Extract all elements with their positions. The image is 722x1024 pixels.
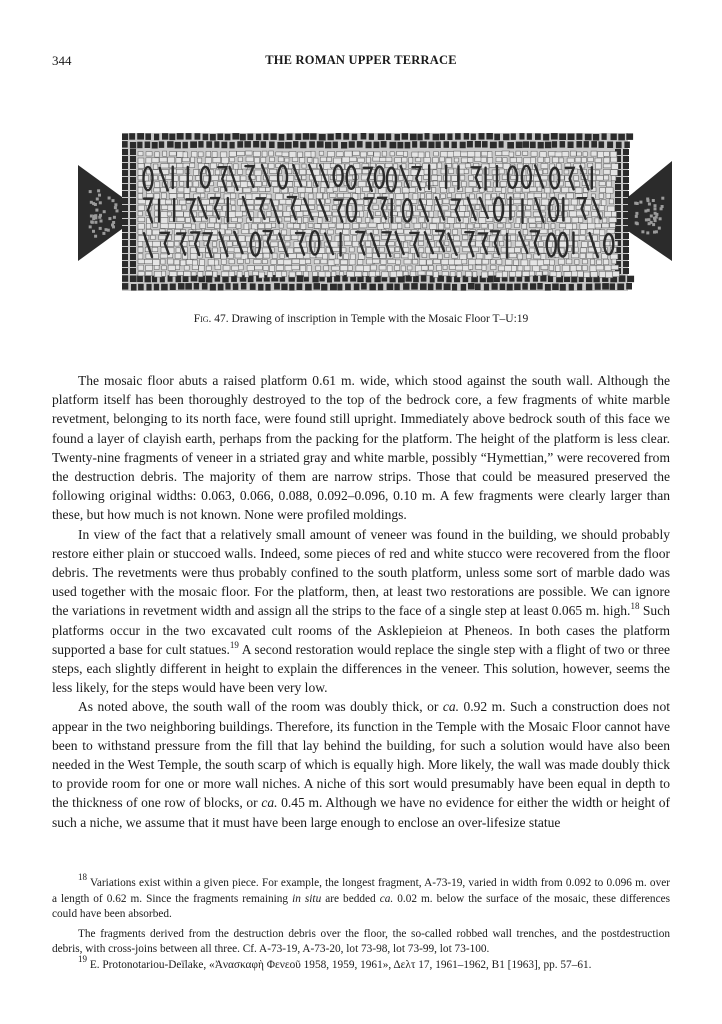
figure-label: Fig. 47. [193, 313, 229, 325]
page-number: 344 [52, 53, 72, 68]
footnote-19: $^{19}$ E. Protonotariou-Deïlake, «Ἀνασκαφὴ Φενεοῦ 1958, 1959, 1961», Δελτ 17, 1961–1962, B1 [1963], pp. 57–61. [78, 953, 592, 971]
footnote-18-continued: The fragments derived from the destruction debris over the floor, the so-called robbed wall trenches, and the postdestruction debris, with cross-joins between all three. Cf. A-73-19, A-73-20, lot 73-98, lot 73-99, lot 73-100. [52, 927, 670, 956]
paragraph-south-wall: As noted above, the south wall of the room was doubly thick, or ca. 0.92 m. Such a construction does not appear in the two neighboring buildings. Therefore, its function in the Temple with the Mosaic Floor cannot have been to withstand pressure from the fill that lay behind the building, for such a solution would have also been needed in the West Temple, the south scarp of which is equally high. More likely, the wall was made doubly thick to provide room for one or more wall niches. A niche of this sort would presumably have been equal in depth to the thickness of one row of blocks, or ca. 0.45 m. Although we have no evidence for either the width or height of such a niche, we assume that it must have been large enough to enclose an over-lifesize statue [52, 699, 670, 830]
mosaic-inscription-figure [78, 127, 672, 297]
footnote-ref-19[interactable]: 19 [229, 639, 239, 650]
mosaic-drawing [78, 127, 672, 297]
running-title: THE ROMAN UPPER TERRACE [265, 53, 457, 67]
footnote-ref-18[interactable]: 18 [630, 601, 640, 612]
paragraph-platform: The mosaic floor abuts a raised platform 0.61 m. wide, which stood against the south wall. Although the platform itself has been thoroughly destroyed to the top of the bedrock core, a few fragments of white marble revetment, belonging to its north face, were found still upright. Immediately above bedrock south of this face we found a layer of clayish earth, perhaps from the packing for the platform. The height of the platform is less clear. Twenty-nine fragments of veneer in a striated gray and white marble, possibly “Hymettian,” were recovered from the destruction debris. The majority of them are narrow strips. Those that could be measured preserved the following original widths: 0.063, 0.066, 0.088, 0.092–0.096, 0.10 m. A few fragments were clearly larger than these, but how much is not known. None were profiled moldings. [52, 373, 670, 523]
figure-caption [0, 313, 722, 325]
page-header [0, 53, 722, 71]
footnote-18: $^{18}$ Variations exist within a given piece. For example, the longest fragment, A-73-19, varied in width from 0.092 to 0.096 m. over a length of 0.62 m. Since the fragments remaining in situ are bedded ca. 0.02 m. below the surface of the mosaic, these differences could have been absorbed. [52, 872, 671, 921]
body-text [52, 371, 670, 832]
paragraph-veneer: In view of the fact that a relatively small amount of veneer was found in the building, we should probably restore either plain or stuccoed walls. Indeed, some pieces of red and white stucco were recovered from the floor debris. The revetments were thus probably confined to the south platform, unless some sort of marble dado was used together with the mosaic floor. For the platform, then, at least two restorations are possible. We can ignore the variations in revetment width and assign all the strips to the face of a single step at least 0.065 m. high.$^{18}$ Such platforms occur in the two excavated cult rooms of the Asklepieion at Pheneos. In both cases the platform supported a base for cult statues.$^{19}$ A second restoration would replace the single step with a flight of two or three steps, each slightly different in height to explain the differences in the veneer. This solution, however, seems the less likely, for the steps would have been very low. [52, 526, 670, 696]
footnotes [52, 872, 671, 974]
figure-caption-text: Drawing of inscription in Temple with the Mosaic Floor T–U:19 [231, 313, 529, 325]
